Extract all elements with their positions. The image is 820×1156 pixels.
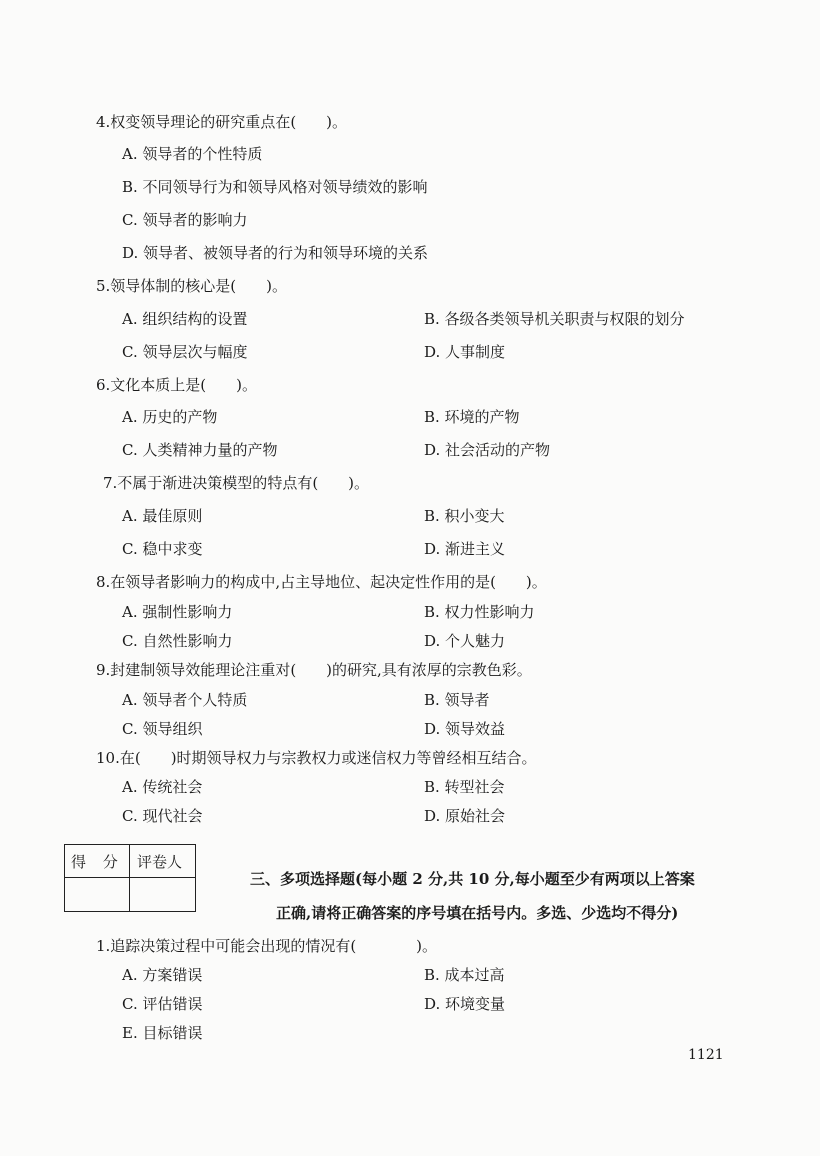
question-stem: 7.不属于渐进决策模型的特点有( )。: [103, 474, 370, 492]
score-label: 得 分: [71, 853, 124, 871]
option: C. 现代社会: [122, 807, 203, 825]
option: C. 领导组织: [122, 720, 203, 738]
question-stem: 6.文化本质上是( )。: [96, 376, 258, 394]
option: C. 人类精神力量的产物: [122, 441, 278, 459]
option: C. 自然性影响力: [122, 632, 233, 650]
option: D. 人事制度: [424, 343, 506, 361]
option: A. 传统社会: [122, 778, 203, 796]
option: D. 领导效益: [424, 720, 506, 738]
question-stem: 4.权变领导理论的研究重点在( )。: [96, 113, 348, 131]
question-stem: 9.封建制领导效能理论注重对( )的研究,具有浓厚的宗教色彩。: [96, 661, 532, 679]
option: A. 强制性影响力: [122, 603, 233, 621]
question-stem: 8.在领导者影响力的构成中,占主导地位、起决定性作用的是( )。: [96, 573, 547, 591]
option: D. 原始社会: [424, 807, 506, 825]
question-stem: 10.在( )时期领导权力与宗教权力或迷信权力等曾经相互结合。: [96, 749, 537, 767]
option: B. 积小变大: [424, 507, 505, 525]
option: D. 领导者、被领导者的行为和领导环境的关系: [122, 244, 429, 262]
option: B. 权力性影响力: [424, 603, 535, 621]
option: C. 稳中求变: [122, 540, 203, 558]
option: D. 社会活动的产物: [424, 441, 551, 459]
option: B. 成本过高: [424, 966, 505, 984]
option: A. 领导者个人特质: [122, 691, 248, 709]
option: B. 不同领导行为和领导风格对领导绩效的影响: [122, 178, 428, 196]
option: C. 评估错误: [122, 995, 203, 1013]
option: A. 领导者的个性特质: [122, 145, 263, 163]
option: D. 个人魅力: [424, 632, 506, 650]
question-stem: 1.追踪决策过程中可能会出现的情况有( )。: [96, 937, 438, 955]
option: A. 方案错误: [122, 966, 203, 984]
page-number: 1121: [688, 1047, 724, 1063]
option: A. 历史的产物: [122, 408, 218, 426]
option: B. 转型社会: [424, 778, 505, 796]
option: B. 领导者: [424, 691, 490, 709]
section-title-cont: 正确,请将正确答案的序号填在括号内。多选、少选均不得分): [276, 904, 679, 922]
option: E. 目标错误: [122, 1024, 203, 1042]
option: B. 各级各类领导机关职责与权限的划分: [424, 310, 685, 328]
option: D. 渐进主义: [424, 540, 506, 558]
section-title: 三、多项选择题(每小题 2 分,共 10 分,每小题至少有两项以上答案: [250, 870, 695, 888]
option: B. 环境的产物: [424, 408, 520, 426]
option: A. 最佳原则: [122, 507, 203, 525]
option: C. 领导层次与幅度: [122, 343, 248, 361]
grader-label: 评卷人: [137, 853, 183, 871]
score-box-divider: [129, 845, 130, 911]
option: C. 领导者的影响力: [122, 211, 248, 229]
question-stem: 5.领导体制的核心是( )。: [96, 277, 288, 295]
option: A. 组织结构的设置: [122, 310, 248, 328]
score-box: [64, 844, 196, 912]
option: D. 环境变量: [424, 995, 506, 1013]
